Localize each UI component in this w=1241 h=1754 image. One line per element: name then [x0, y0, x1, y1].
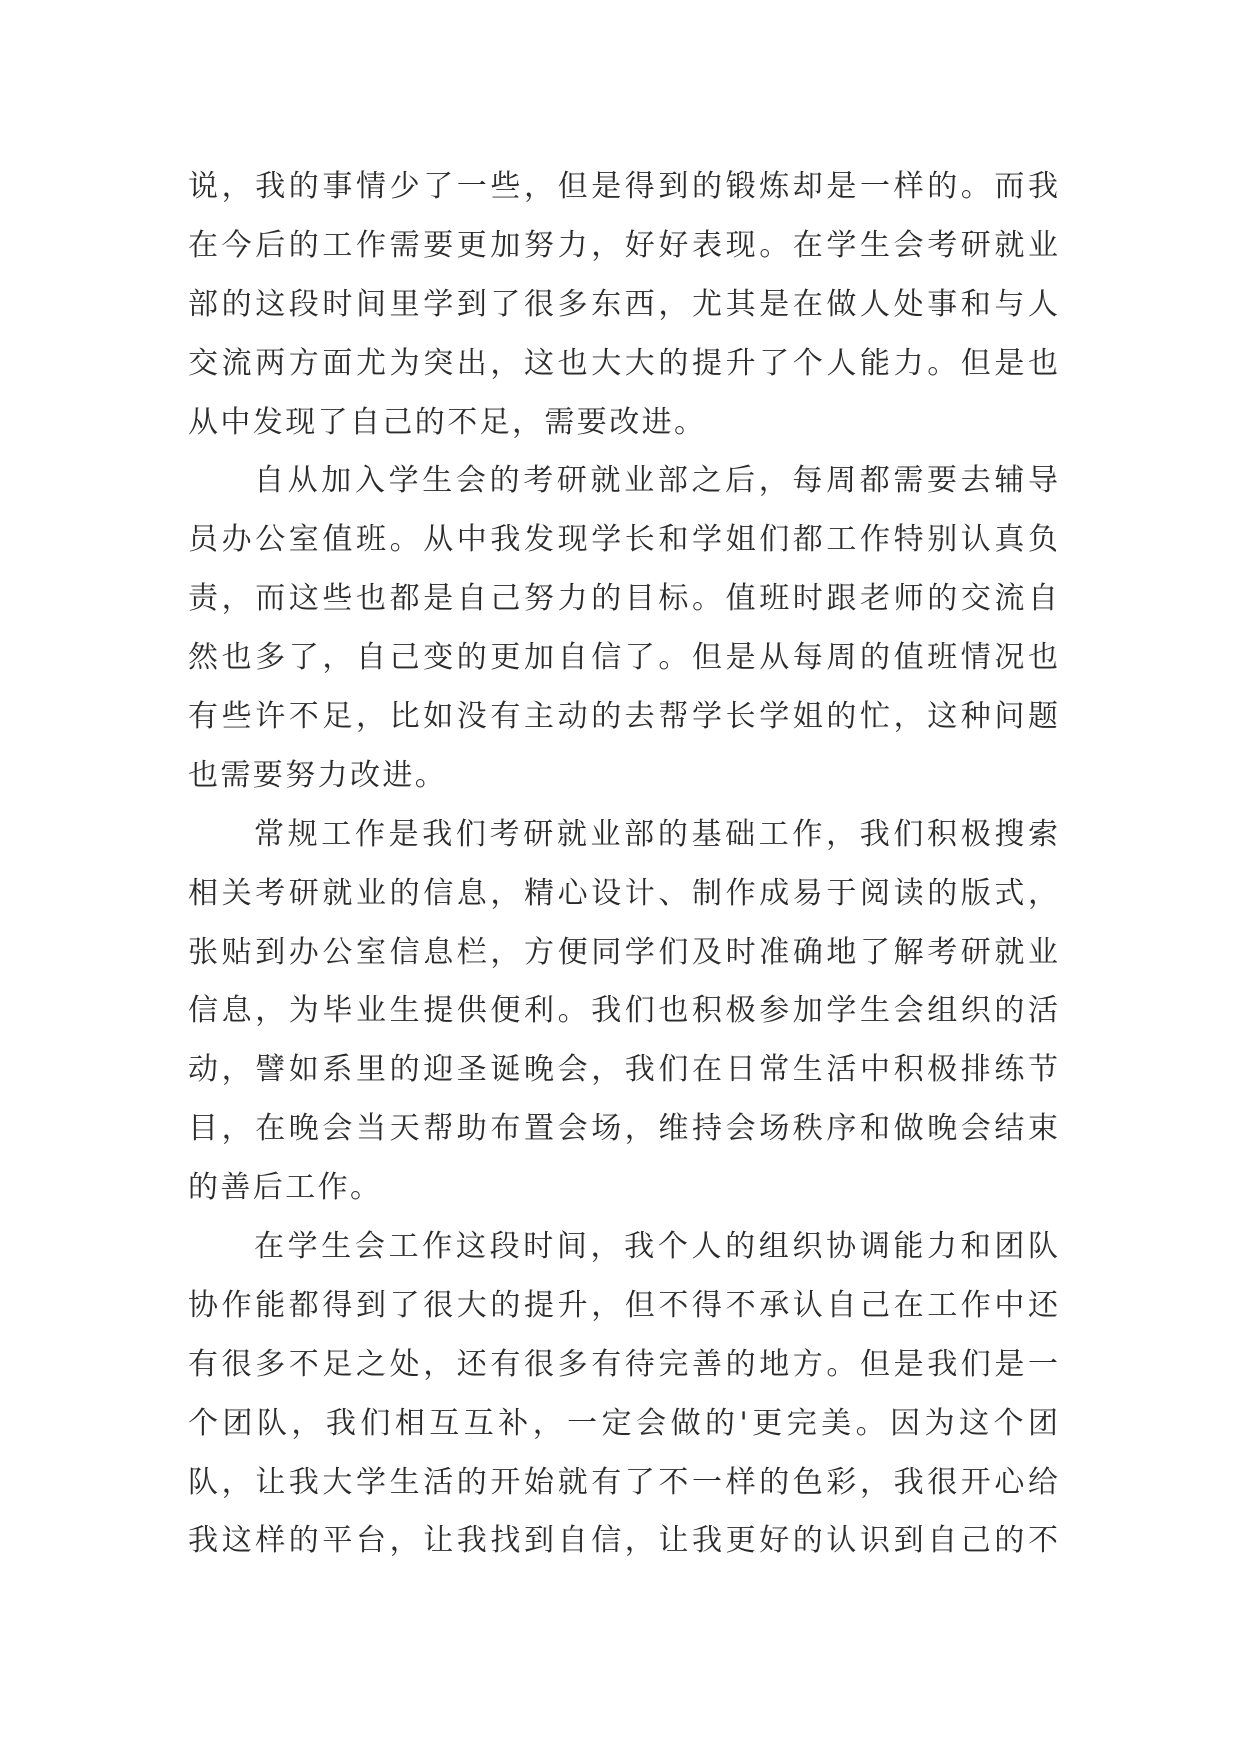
text-line: 的善后工作。 — [188, 1170, 383, 1206]
paragraph-first-line: 自从加入学生会的考研就业部之后，每周都需要去辅导 — [254, 463, 1058, 499]
text-line: 责，而这些也都是自己努力的目标。值班时跟老师的交流自 — [188, 581, 1058, 617]
text-line: 信息，为毕业生提供便利。我们也积极参加学生会组织的活 — [188, 993, 1058, 1029]
text-line: 也需要努力改进。 — [188, 757, 448, 793]
text-line: 交流两方面尤为突出，这也大大的提升了个人能力。但是也 — [188, 345, 1058, 381]
text-line: 部的这段时间里学到了很多东西，尤其是在做人处事和与人 — [188, 286, 1058, 322]
text-line: 有很多不足之处，还有很多有待完善的地方。但是我们是一 — [188, 1346, 1058, 1382]
paragraph-first-line: 在学生会工作这段时间，我个人的组织协调能力和团队 — [254, 1229, 1058, 1265]
text-line: 相关考研就业的信息，精心设计、制作成易于阅读的版式， — [188, 875, 1058, 911]
document-body — [188, 158, 1058, 1571]
text-line: 个团队，我们相互互补，一定会做的'更完美。因为这个团 — [188, 1405, 1058, 1441]
text-line: 员办公室值班。从中我发现学长和学姐们都工作特别认真负 — [188, 522, 1058, 558]
text-line: 我这样的平台，让我找到自信，让我更好的认识到自己的不 — [188, 1523, 1058, 1559]
text-line: 目，在晚会当天帮助布置会场，维持会场秩序和做晚会结束 — [188, 1111, 1058, 1147]
text-line: 张贴到办公室信息栏，方便同学们及时准确地了解考研就业 — [188, 934, 1058, 970]
paragraph-first-line: 常规工作是我们考研就业部的基础工作，我们积极搜索 — [254, 816, 1058, 852]
text-line: 有些许不足，比如没有主动的去帮学长学姐的忙，这种问题 — [188, 699, 1058, 735]
text-line: 然也多了，自己变的更加自信了。但是从每周的值班情况也 — [188, 640, 1058, 676]
text-line: 说，我的事情少了一些，但是得到的锻炼却是一样的。而我 — [188, 169, 1058, 204]
text-line: 动，譬如系里的迎圣诞晚会，我们在日常生活中积极排练节 — [188, 1052, 1058, 1088]
text-line: 在今后的工作需要更加努力，好好表现。在学生会考研就业 — [188, 227, 1058, 263]
text-line: 从中发现了自己的不足，需要改进。 — [188, 404, 707, 440]
text-line: 协作能都得到了很大的提升，但不得不承认自己在工作中还 — [188, 1287, 1058, 1323]
text-line: 队，让我大学生活的开始就有了不一样的色彩，我很开心给 — [188, 1464, 1058, 1500]
